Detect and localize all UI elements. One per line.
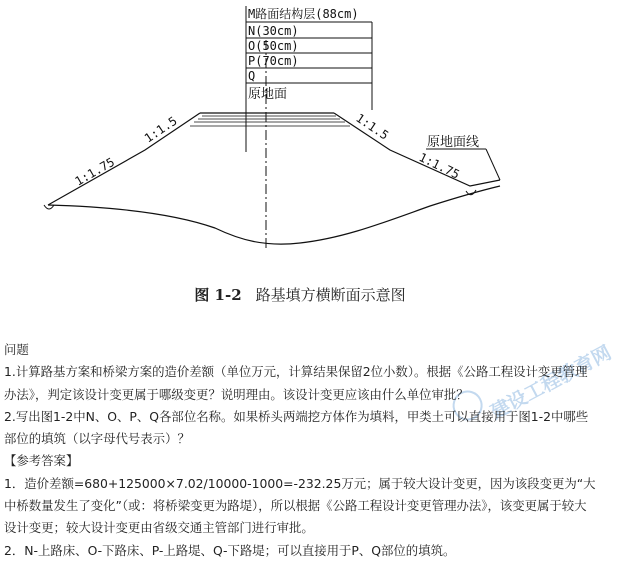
label-original-ground-line: 原地面线 xyxy=(427,135,480,150)
slope-label-right-upper: 1:1.5 xyxy=(353,110,392,143)
question-header: 问题 xyxy=(4,342,29,357)
original-ground-line-leader-diag xyxy=(486,149,500,180)
question-answer-block xyxy=(4,339,596,562)
pavement-layers xyxy=(190,116,350,126)
watermark-text: 建设工程教育网 xyxy=(487,341,616,424)
slope-label-left-lower: 1:1.75 xyxy=(72,154,118,189)
figure-number: 图 1-2 xyxy=(194,286,242,304)
answer-2: 2．N-上路床、O-下路床、P-上路堤、Q-下路堤；可以直接用于P、Q部位的填筑。 xyxy=(4,542,456,558)
answer-header: 【参考答案】 xyxy=(4,453,79,469)
question-1: 1.计算路基方案和桥梁方案的造价差额（单位万元，计算结果保留2位小数）。根据《公路工程设计变更管理办法》，判定该设计变更属于哪级变更？说明理由。该设计变更应该由什么单位审批？ xyxy=(4,364,588,402)
answer-1: 1．造价差额=680+125000×7.02/10000-1000=-232.25万元；属于较大设计变更，因为该段变更为“大中桥数量发生了变化”（或：将桥梁变更为路堤），所以根据《公路工程设计变更管理办法》，该变更属于较大设计变更；较大设计变更由省级交通主管部门进行审批。 xyxy=(4,475,596,536)
label-layer-p: P(70cm) xyxy=(248,54,299,68)
question-2: 2.写出图1-2中N、O、P、Q各部位名称。如果桥头两端挖方体作为填料，甲类土可以直接用于图1-2中哪些部位的填筑（以字母代号表示）？ xyxy=(4,408,589,447)
original-ground-curve xyxy=(48,186,500,244)
label-layer-m: M路面结构层(88cm) xyxy=(248,7,359,21)
label-layer-q: Q xyxy=(248,69,256,83)
label-layer-o: O(50cm) xyxy=(248,39,299,53)
label-layer-n: N(30cm) xyxy=(248,24,299,38)
label-original-ground: 原地面 xyxy=(248,87,288,102)
slope-label-left-upper: 1:1.5 xyxy=(141,113,180,146)
slope-label-right-lower: 1:1.75 xyxy=(416,150,462,182)
figure-title: 路基填方横断面示意图 xyxy=(255,286,406,304)
figure-caption xyxy=(0,284,600,305)
